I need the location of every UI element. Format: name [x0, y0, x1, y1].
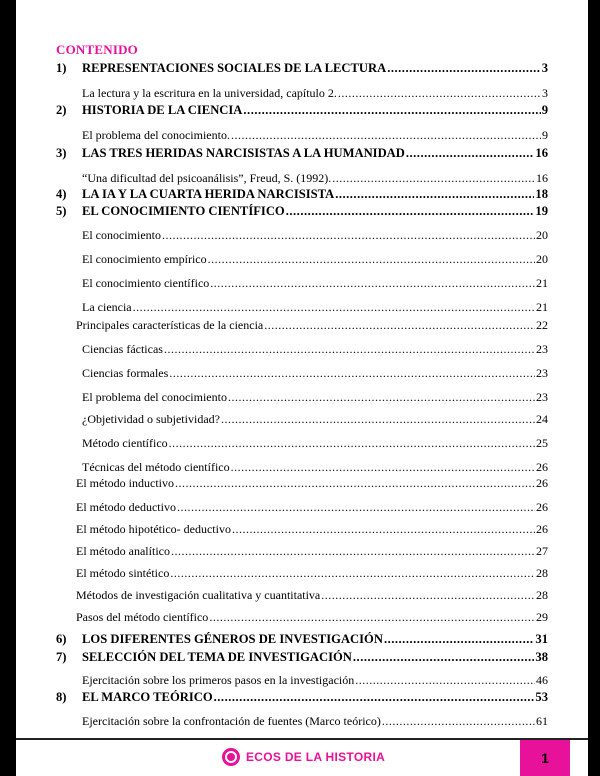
toc-section-entry[interactable]: [82, 128, 548, 143]
toc-section-entry[interactable]: [82, 460, 548, 475]
toc-entry-title: Ejercitación sobre los primeros pasos en la investigación: [82, 673, 355, 687]
toc-dot-leader: [133, 300, 535, 315]
toc-chapter-entry[interactable]: [56, 204, 548, 219]
toc-dot-leader: [175, 476, 535, 491]
toc-entry-title: LAS TRES HERIDAS NARCISISTAS A LA HUMANIDAD: [82, 146, 405, 160]
toc-chapter-entry[interactable]: [56, 632, 548, 647]
toc-entry-page: 46: [536, 673, 548, 687]
toc-entry-page: 3: [542, 86, 548, 100]
toc-dot-leader: [164, 342, 535, 357]
toc-entry-page: 22: [536, 318, 548, 332]
document-page: [16, 0, 588, 740]
toc-entry-page: 26: [536, 460, 548, 474]
toc-dot-leader: [232, 522, 535, 537]
toc-entry-number: 4): [56, 187, 67, 201]
brand-logo-icon: [222, 748, 240, 766]
toc-entry-page: 21: [536, 276, 548, 290]
toc-section-entry[interactable]: [82, 86, 548, 101]
toc-entry-title: El método hipotético- deductivo: [76, 522, 231, 536]
toc-entry-title: HISTORIA DE LA CIENCIA: [82, 103, 243, 117]
toc-section-entry[interactable]: [76, 544, 548, 559]
toc-entry-page: 26: [536, 500, 548, 514]
toc-dot-leader: [264, 318, 535, 333]
toc-dot-leader: [169, 436, 535, 451]
toc-dot-leader: [228, 390, 535, 405]
toc-entry-title: Pasos del método científico: [76, 610, 209, 624]
toc-entry-title: Ciencias formales: [82, 366, 169, 380]
toc-entry-title: Técnicas del método científico: [82, 460, 230, 474]
toc-entry-number: 1): [56, 61, 67, 75]
toc-dot-leader: [286, 204, 535, 219]
toc-dot-leader: [355, 673, 535, 688]
toc-heading: CONTENIDO: [56, 42, 138, 57]
toc-entry-page: 28: [536, 566, 548, 580]
toc-entry-title: La ciencia: [82, 300, 132, 314]
toc-entry-title: Métodos de investigación cualitativa y cuantitativa: [76, 588, 321, 602]
toc-entry-number: 2): [56, 103, 67, 117]
toc-section-entry[interactable]: [82, 714, 548, 729]
toc-entry-title: El método deductivo: [76, 500, 176, 514]
toc-section-entry[interactable]: [76, 610, 548, 625]
toc-entry-page: 25: [536, 436, 548, 450]
toc-dot-leader: [382, 714, 535, 729]
toc-dot-leader: [353, 650, 535, 665]
toc-entry-number: 5): [56, 204, 67, 218]
toc-entry-number: 7): [56, 650, 67, 664]
toc-dot-leader: [162, 228, 535, 243]
toc-entry-number: 3): [56, 146, 67, 160]
toc-dot-leader: [231, 460, 535, 475]
toc-chapter-entry[interactable]: [56, 146, 548, 161]
toc-entry-page: 24: [536, 412, 548, 426]
toc-section-entry[interactable]: [82, 228, 548, 243]
toc-dot-leader: [221, 412, 535, 427]
toc-section-entry[interactable]: [76, 500, 548, 515]
toc-dot-leader: [335, 187, 534, 202]
toc-entry-page: 31: [535, 632, 548, 646]
toc-dot-leader: [321, 588, 535, 603]
toc-section-entry[interactable]: [76, 476, 548, 491]
toc-entry-page: 3: [541, 61, 548, 75]
toc-entry-page: 29: [536, 610, 548, 624]
toc-entry-title: El problema del conocimiento.: [82, 128, 230, 142]
toc-dot-leader: [243, 103, 540, 118]
toc-dot-leader: [338, 86, 541, 101]
toc-section-entry[interactable]: [82, 673, 548, 688]
toc-entry-number: 6): [56, 632, 67, 646]
toc-entry-title: LOS DIFERENTES GÉNEROS DE INVESTIGACIÓN: [82, 632, 383, 646]
toc-dot-leader: [170, 566, 535, 581]
toc-entry-title: Ejercitación sobre la confrontación de fuentes (Marco teórico): [82, 714, 381, 728]
toc-dot-leader: [384, 632, 534, 647]
toc-chapter-entry[interactable]: [56, 650, 548, 665]
toc-entry-page: 16: [535, 146, 548, 160]
toc-entry-title: La lectura y la escritura en la universidad, capítulo 2.: [82, 86, 337, 100]
toc-entry-page: 28: [536, 588, 548, 602]
toc-entry-page: 27: [536, 544, 548, 558]
toc-entry-page: 23: [536, 390, 548, 404]
toc-entry-page: 9: [542, 128, 548, 142]
toc-entry-page: 20: [536, 252, 548, 266]
toc-section-entry[interactable]: [82, 366, 548, 381]
toc-entry-title: LA IA Y LA CUARTA HERIDA NARCISISTA: [82, 187, 335, 201]
toc-entry-title: SELECCIÓN DEL TEMA DE INVESTIGACIÓN: [82, 650, 352, 664]
toc-dot-leader: [231, 128, 541, 143]
toc-section-entry[interactable]: [76, 522, 548, 537]
toc-entry-title: ¿Objetividad o subjetividad?: [82, 412, 220, 426]
toc-dot-leader: [214, 690, 535, 705]
toc-entry-title: “Una dificultad del psicoanálisis”, Freud, S. (1992).: [82, 171, 332, 185]
page-number-badge: 1: [520, 740, 570, 776]
toc-entry-title: Método científico: [82, 436, 168, 450]
toc-section-entry[interactable]: [82, 171, 548, 186]
toc-entry-page: 23: [536, 366, 548, 380]
toc-entry-title: EL MARCO TEÓRICO: [82, 690, 213, 704]
toc-entry-page: 19: [535, 204, 548, 218]
toc-dot-leader: [406, 146, 535, 161]
toc-entry-page: 18: [535, 187, 548, 201]
toc-dot-leader: [209, 610, 535, 625]
toc-dot-leader: [208, 252, 535, 267]
toc-dot-leader: [210, 276, 535, 291]
toc-section-entry[interactable]: [76, 588, 548, 603]
brand-name: ECOS DE LA HISTORIA: [246, 750, 386, 764]
toc-dot-leader: [332, 171, 535, 186]
toc-dot-leader: [169, 366, 535, 381]
toc-entry-title: El método analítico: [76, 544, 170, 558]
toc-entry-title: El conocimiento científico: [82, 276, 210, 290]
toc-entry-title: El método sintético: [76, 566, 170, 580]
toc-entry-page: 38: [535, 650, 548, 664]
toc-entry-page: 20: [536, 228, 548, 242]
toc-entry-title: Ciencias fácticas: [82, 342, 163, 356]
toc-dot-leader: [177, 500, 535, 515]
toc-entry-page: 53: [535, 690, 548, 704]
toc-section-entry[interactable]: [76, 566, 548, 581]
toc-entry-title: El problema del conocimiento: [82, 390, 227, 404]
toc-entry-title: El conocimiento empírico: [82, 252, 207, 266]
toc-entry-number: 8): [56, 690, 67, 704]
toc-entry-page: 9: [541, 103, 548, 117]
toc-dot-leader: [387, 61, 541, 76]
toc-entry-page: 26: [536, 476, 548, 490]
toc-entry-title: EL CONOCIMIENTO CIENTÍFICO: [82, 204, 285, 218]
toc-dot-leader: [171, 544, 535, 559]
toc-section-entry[interactable]: [82, 300, 548, 315]
toc-chapter-entry[interactable]: [56, 103, 548, 118]
toc-section-entry[interactable]: [82, 412, 548, 427]
toc-entry-page: 23: [536, 342, 548, 356]
toc-entry-page: 16: [536, 171, 548, 185]
toc-section-entry[interactable]: [82, 342, 548, 357]
toc-entry-page: 61: [536, 714, 548, 728]
toc-chapter-entry[interactable]: [56, 690, 548, 705]
toc-entry-title: Principales características de la ciencia: [76, 318, 264, 332]
toc-entry-page: 26: [536, 522, 548, 536]
footer-brand: [222, 748, 385, 766]
toc-section-entry[interactable]: [76, 318, 548, 333]
toc-entry-title: El método inductivo: [76, 476, 174, 490]
toc-section-entry[interactable]: [82, 390, 548, 405]
toc-section-entry[interactable]: [82, 276, 548, 291]
toc-chapter-entry[interactable]: [56, 187, 548, 202]
toc-chapter-entry[interactable]: [56, 61, 548, 76]
toc-entry-page: 21: [536, 300, 548, 314]
toc-entry-title: El conocimiento: [82, 228, 161, 242]
toc-section-entry[interactable]: [82, 436, 548, 451]
toc-section-entry[interactable]: [82, 252, 548, 267]
toc-entry-title: REPRESENTACIONES SOCIALES DE LA LECTURA: [82, 61, 387, 75]
